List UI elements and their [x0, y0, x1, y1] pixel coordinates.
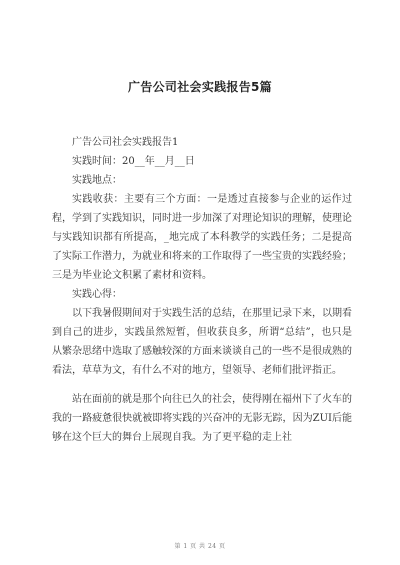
- page-footer: 第 1 页 共 24 页: [174, 543, 226, 550]
- practice-gains-paragraph: 实践收获：主要有三个方面：一是透过直接参与企业的运作过程，学到了实践知识，同时进一步加深了对理论知识的理解，使理论与实践知识都有所提高，_地完成了本科教学的实践任务；二是提高了实际工作潜力，为就业和将来的工作取得了一些宝贵的实践经验；三是为毕业论文积累了素材和资料。: [52, 194, 352, 281]
- document-title: 广告公司社会实践报告5篇: [128, 80, 272, 94]
- society-paragraph: 站在面前的就是那个向往已久的社会，使得刚在福州下了火车的我的一路疲惫很快就被即将实践的兴奋冲的无影无踪，因为ZUI后能够在这个巨大的舞台上展现自我。为了更平稳的走上社: [52, 394, 352, 443]
- practice-time: 实践时间：20__年__月__日: [72, 156, 195, 167]
- document-body: [52, 133, 352, 447]
- practice-location: 实践地点：: [72, 175, 122, 186]
- practice-experience-label: 实践心得：: [72, 289, 122, 300]
- report-heading: 广告公司社会实践报告1: [72, 137, 179, 148]
- summary-paragraph: 以下我暑假期间对于实践生活的总结，在那里记录下来，以期看到自己的进步，实践虽然短暂，但收获良多，所谓“总结”，也只是从繁杂思绪中选取了感触较深的方面来谈谈自己的一些不是很成熟的看法，草草为文，有什么不对的地方，望领导、老师们批评指正。: [52, 308, 352, 376]
